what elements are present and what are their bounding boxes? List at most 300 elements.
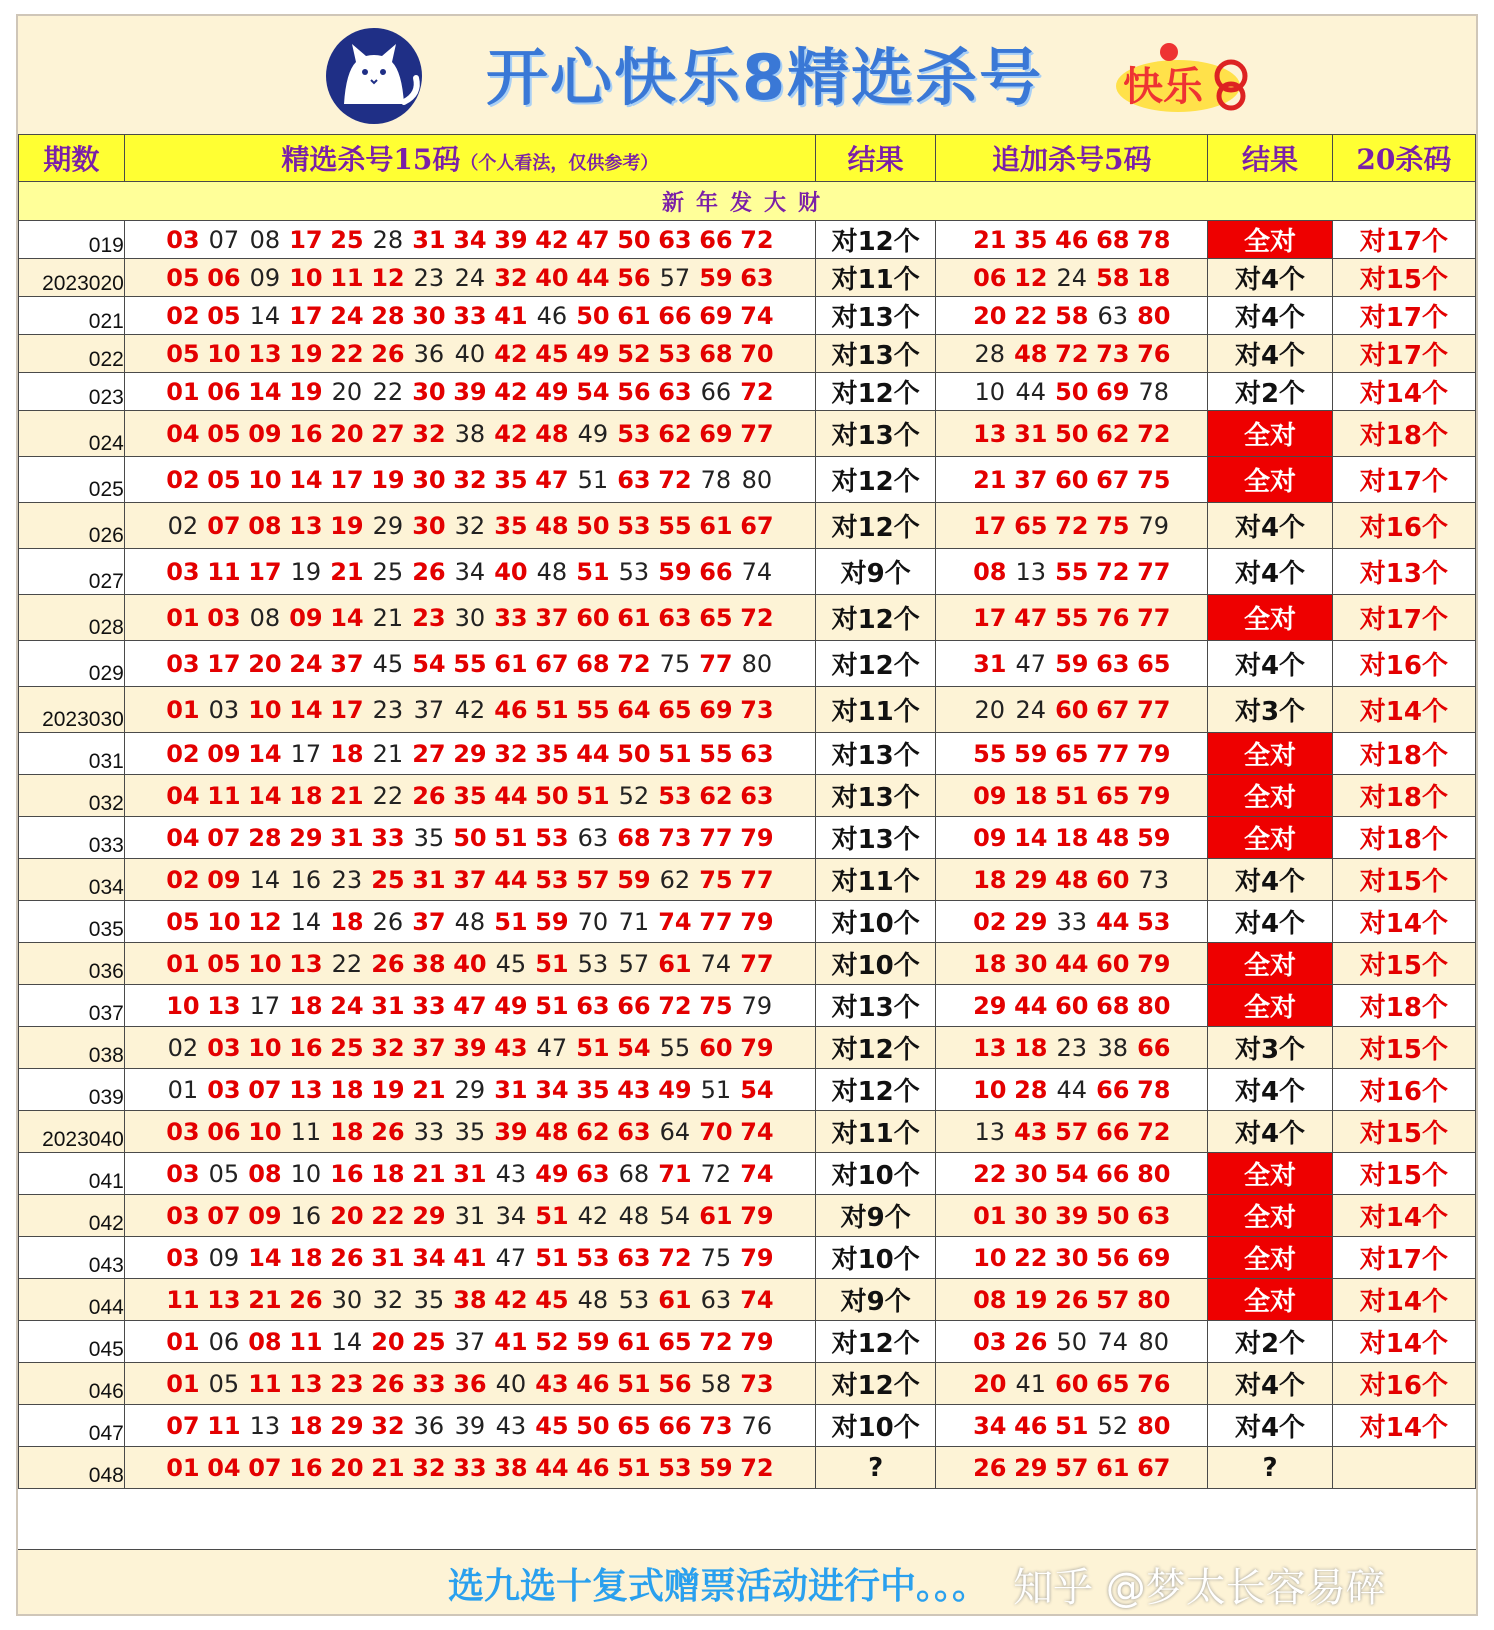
- extra-number: 43: [1014, 1117, 1048, 1146]
- pick-number: 01: [167, 1075, 199, 1104]
- pick-number: 27: [371, 419, 405, 448]
- period-cell: 042: [19, 1195, 125, 1237]
- pick-number: 79: [740, 1327, 774, 1356]
- extra-cell: [936, 335, 1208, 373]
- col-header-result1: 结果: [815, 135, 935, 182]
- extra-number: 26: [1055, 1285, 1089, 1314]
- pick-number: 47: [453, 991, 487, 1020]
- cat-logo-icon: [316, 24, 434, 124]
- result2-cell: 对4个: [1208, 297, 1333, 335]
- picks-cell: [124, 1153, 815, 1195]
- extra-cell: [936, 775, 1208, 817]
- pick-number: 44: [494, 865, 528, 894]
- result2-cell: 全对: [1208, 411, 1333, 457]
- banner: [18, 16, 1476, 134]
- pick-number: 36: [413, 1411, 445, 1440]
- extra-number: 57: [1055, 1117, 1089, 1146]
- pick-number: 30: [412, 301, 446, 330]
- pick-number: 63: [658, 377, 692, 406]
- pick-number: 31: [454, 1201, 486, 1230]
- table-row: [19, 1027, 1476, 1069]
- pick-number: 77: [740, 419, 774, 448]
- pick-number: 53: [658, 339, 692, 368]
- pick-number: 02: [166, 739, 200, 768]
- extra-cell: [936, 1111, 1208, 1153]
- pick-number: 03: [207, 1033, 241, 1062]
- extra-number: 28: [974, 339, 1006, 368]
- pick-number: 79: [740, 907, 774, 936]
- pick-number: 40: [454, 339, 486, 368]
- pick-number: 21: [372, 603, 404, 632]
- pick-number: 17: [248, 557, 282, 586]
- pick-number: 31: [412, 225, 446, 254]
- picks-cell: [124, 373, 815, 411]
- pick-number: 63: [576, 991, 610, 1020]
- extra-number: 47: [1014, 603, 1048, 632]
- pick-number: 29: [289, 823, 323, 852]
- period-cell: 021: [19, 297, 125, 335]
- result2-cell: 对4个: [1208, 335, 1333, 373]
- period-cell: 035: [19, 901, 125, 943]
- pick-number: 04: [166, 781, 200, 810]
- pick-number: 34: [412, 1243, 446, 1272]
- pick-number: 52: [618, 781, 650, 810]
- extra-number: 72: [1137, 419, 1171, 448]
- extra-number: 14: [1014, 823, 1048, 852]
- pick-number: 66: [617, 991, 651, 1020]
- picks-cell: [124, 335, 815, 373]
- period-cell: 034: [19, 859, 125, 901]
- pick-number: 68: [617, 823, 651, 852]
- extra-number: 13: [973, 1033, 1007, 1062]
- pick-number: 08: [249, 225, 281, 254]
- pick-number: 77: [699, 823, 733, 852]
- pick-number: 79: [740, 823, 774, 852]
- extra-number: 13: [974, 1117, 1006, 1146]
- extra-number: 06: [973, 263, 1007, 292]
- extra-cell: [936, 1195, 1208, 1237]
- picks-cell: [124, 297, 815, 335]
- extra-number: 63: [1137, 1201, 1171, 1230]
- pick-number: 13: [289, 1369, 323, 1398]
- pick-number: 18: [330, 1117, 364, 1146]
- extra-number: 18: [973, 949, 1007, 978]
- period-cell: 022: [19, 335, 125, 373]
- pick-number: 51: [535, 991, 569, 1020]
- result2-cell: 全对: [1208, 595, 1333, 641]
- pick-number: 14: [248, 739, 282, 768]
- pick-number: 10: [248, 949, 282, 978]
- pick-number: 19: [371, 1075, 405, 1104]
- pick-number: 46: [536, 301, 568, 330]
- pick-number: 53: [618, 1285, 650, 1314]
- extra-cell: [936, 457, 1208, 503]
- pick-number: 01: [166, 1453, 200, 1482]
- kill20-cell: 对16个: [1332, 1363, 1475, 1405]
- pick-number: 19: [290, 557, 322, 586]
- pick-number: 61: [699, 1201, 733, 1230]
- extra-number: 58: [1055, 301, 1089, 330]
- extra-number: 66: [1096, 1075, 1130, 1104]
- pick-number: 11: [248, 1369, 282, 1398]
- extra-cell: [936, 503, 1208, 549]
- extra-number: 24: [1015, 695, 1047, 724]
- extra-number: 44: [1055, 949, 1089, 978]
- pick-number: 03: [166, 557, 200, 586]
- pick-number: 07: [248, 1453, 282, 1482]
- pick-number: 16: [290, 1201, 322, 1230]
- extra-number: 44: [1096, 907, 1130, 936]
- pick-number: 72: [658, 465, 692, 494]
- pick-number: 20: [330, 419, 364, 448]
- pick-number: 14: [289, 695, 323, 724]
- pick-number: 68: [618, 1159, 650, 1188]
- extra-number: 62: [1096, 419, 1130, 448]
- pick-number: 03: [166, 1201, 200, 1230]
- extra-number: 48: [1055, 865, 1089, 894]
- pick-number: 79: [740, 1033, 774, 1062]
- pick-number: 21: [372, 739, 404, 768]
- pick-number: 10: [248, 465, 282, 494]
- pick-number: 23: [412, 603, 446, 632]
- pick-number: 49: [576, 339, 610, 368]
- result1-cell: 对12个: [815, 1027, 935, 1069]
- extra-number: 79: [1137, 781, 1171, 810]
- picks-cell: [124, 457, 815, 503]
- pick-number: 63: [700, 1285, 732, 1314]
- extra-cell: [936, 595, 1208, 641]
- pick-number: 29: [372, 511, 404, 540]
- picks-cell: [124, 595, 815, 641]
- extra-number: 77: [1137, 557, 1171, 586]
- extra-number: 20: [974, 695, 1006, 724]
- extra-number: 77: [1137, 603, 1171, 632]
- result2-cell: 对4个: [1208, 1363, 1333, 1405]
- pick-number: 71: [658, 1159, 692, 1188]
- period-cell: 019: [19, 221, 125, 259]
- pick-number: 13: [249, 1411, 281, 1440]
- pick-number: 48: [618, 1201, 650, 1230]
- period-cell: 2023020: [19, 259, 125, 297]
- pick-number: 08: [248, 1159, 282, 1188]
- new-year-banner-row: 新年发大财: [19, 182, 1476, 221]
- result2-cell: ?: [1208, 1447, 1333, 1489]
- extra-number: 29: [1014, 1453, 1048, 1482]
- pick-number: 17: [330, 695, 364, 724]
- pick-number: 03: [166, 1159, 200, 1188]
- pick-number: 13: [207, 991, 241, 1020]
- pick-number: 53: [535, 865, 569, 894]
- pick-number: 44: [535, 1453, 569, 1482]
- pick-number: 23: [331, 865, 363, 894]
- pick-number: 07: [166, 1411, 200, 1440]
- picks-cell: [124, 775, 815, 817]
- kill20-cell: 对17个: [1332, 335, 1475, 373]
- col-header-result2: 结果: [1208, 135, 1333, 182]
- result2-cell: 对3个: [1208, 1027, 1333, 1069]
- extra-number: 80: [1137, 1285, 1171, 1314]
- pick-number: 05: [166, 263, 200, 292]
- extra-cell: [936, 641, 1208, 687]
- pick-number: 09: [248, 419, 282, 448]
- pick-number: 03: [166, 225, 200, 254]
- kill20-cell: 对15个: [1332, 1153, 1475, 1195]
- pick-number: 63: [658, 603, 692, 632]
- pick-number: 40: [535, 263, 569, 292]
- pick-number: 43: [495, 1411, 527, 1440]
- extra-number: 75: [1137, 465, 1171, 494]
- pick-number: 62: [658, 419, 692, 448]
- extra-number: 59: [1137, 823, 1171, 852]
- pick-number: 16: [289, 1033, 323, 1062]
- extra-cell: [936, 901, 1208, 943]
- pick-number: 29: [454, 1075, 486, 1104]
- kill20-cell: 对17个: [1332, 1237, 1475, 1279]
- pick-number: 33: [371, 823, 405, 852]
- pick-number: 14: [249, 301, 281, 330]
- pick-number: 20: [371, 1327, 405, 1356]
- pick-number: 05: [208, 1159, 240, 1188]
- kill20-cell: 对15个: [1332, 1111, 1475, 1153]
- pick-number: 18: [330, 1075, 364, 1104]
- pick-number: 49: [535, 377, 569, 406]
- picks-cell: [124, 411, 815, 457]
- result1-cell: 对12个: [815, 1069, 935, 1111]
- pick-number: 36: [453, 1369, 487, 1398]
- pick-number: 21: [330, 781, 364, 810]
- pick-number: 64: [617, 695, 651, 724]
- extra-cell: [936, 1321, 1208, 1363]
- pick-number: 34: [454, 557, 486, 586]
- pick-number: 33: [413, 1117, 445, 1146]
- pick-number: 21: [330, 557, 364, 586]
- pick-number: 75: [659, 649, 691, 678]
- pick-number: 26: [371, 1369, 405, 1398]
- kill20-cell: 对16个: [1332, 503, 1475, 549]
- picks-cell: [124, 549, 815, 595]
- picks-cell: [124, 1321, 815, 1363]
- pick-number: 54: [740, 1075, 774, 1104]
- kill20-cell: 对14个: [1332, 1321, 1475, 1363]
- table-row: [19, 687, 1476, 733]
- pick-number: 73: [740, 695, 774, 724]
- pick-number: 06: [207, 377, 241, 406]
- pick-number: 05: [166, 907, 200, 936]
- result2-cell: 全对: [1208, 943, 1333, 985]
- extra-number: 47: [1015, 649, 1047, 678]
- pick-number: 07: [207, 1201, 241, 1230]
- table-row: [19, 817, 1476, 859]
- pick-number: 60: [699, 1033, 733, 1062]
- pick-number: 44: [576, 739, 610, 768]
- pick-number: 74: [740, 1285, 774, 1314]
- period-cell: 024: [19, 411, 125, 457]
- pick-number: 50: [576, 301, 610, 330]
- pick-number: 25: [372, 557, 404, 586]
- pick-number: 14: [248, 781, 282, 810]
- result1-cell: 对11个: [815, 259, 935, 297]
- result2-cell: 对4个: [1208, 503, 1333, 549]
- result1-cell: 对10个: [815, 1153, 935, 1195]
- pick-number: 51: [576, 557, 610, 586]
- pick-number: 09: [207, 739, 241, 768]
- pick-number: 67: [740, 511, 774, 540]
- extra-number: 56: [1096, 1243, 1130, 1272]
- pick-number: 44: [576, 263, 610, 292]
- pick-number: 19: [289, 377, 323, 406]
- pick-number: 53: [617, 511, 651, 540]
- period-cell: 048: [19, 1447, 125, 1489]
- pick-number: 53: [618, 557, 650, 586]
- pick-number: 29: [453, 739, 487, 768]
- pick-number: 50: [453, 823, 487, 852]
- table-row: [19, 1321, 1476, 1363]
- col-header-picks-label: 精选杀号15码: [281, 143, 461, 176]
- result1-cell: 对12个: [815, 457, 935, 503]
- pick-number: 11: [290, 1117, 322, 1146]
- extra-number: 78: [1137, 1075, 1171, 1104]
- pick-number: 50: [576, 1411, 610, 1440]
- pick-number: 51: [700, 1075, 732, 1104]
- pick-number: 11: [330, 263, 364, 292]
- pick-number: 37: [413, 695, 445, 724]
- pick-number: 48: [535, 419, 569, 448]
- pick-number: 10: [248, 695, 282, 724]
- pick-number: 51: [617, 1453, 651, 1482]
- pick-number: 70: [740, 339, 774, 368]
- kill20-cell: 对18个: [1332, 775, 1475, 817]
- picks-cell: [124, 1363, 815, 1405]
- pick-number: 71: [618, 907, 650, 936]
- watermark: 知乎 @梦太长容易碎: [1013, 1565, 1386, 1611]
- pick-number: 66: [699, 225, 733, 254]
- table-row: [19, 503, 1476, 549]
- extra-number: 80: [1137, 1411, 1171, 1440]
- pick-number: 14: [248, 1243, 282, 1272]
- pick-number: 14: [331, 1327, 363, 1356]
- pick-number: 21: [412, 1075, 446, 1104]
- pick-number: 45: [495, 949, 527, 978]
- pick-number: 10: [289, 263, 323, 292]
- picks-cell: [124, 901, 815, 943]
- kill20-cell: 对14个: [1332, 687, 1475, 733]
- extra-number: 08: [973, 557, 1007, 586]
- pick-number: 55: [453, 649, 487, 678]
- pick-number: 47: [536, 1033, 568, 1062]
- extra-number: 28: [1014, 1075, 1048, 1104]
- table-row: [19, 641, 1476, 687]
- picks-cell: [124, 1237, 815, 1279]
- pick-number: 55: [658, 511, 692, 540]
- kill20-cell: 对15个: [1332, 259, 1475, 297]
- pick-number: 03: [166, 1117, 200, 1146]
- pick-number: 21: [248, 1285, 282, 1314]
- result1-cell: 对12个: [815, 595, 935, 641]
- extra-number: 03: [973, 1327, 1007, 1356]
- pick-number: 05: [207, 419, 241, 448]
- pick-number: 59: [699, 263, 733, 292]
- pick-number: 17: [207, 649, 241, 678]
- pick-number: 48: [535, 511, 569, 540]
- extra-number: 68: [1096, 225, 1130, 254]
- pick-number: 24: [454, 263, 486, 292]
- col-header-picks-note: （个人看法，仅供参考）: [460, 153, 659, 174]
- kill20-cell: 对14个: [1332, 373, 1475, 411]
- pick-number: 61: [617, 1327, 651, 1356]
- pick-number: 65: [658, 1327, 692, 1356]
- pick-number: 03: [166, 1243, 200, 1272]
- kill20-cell: 对18个: [1332, 733, 1475, 775]
- extra-number: 80: [1137, 991, 1171, 1020]
- period-cell: 045: [19, 1321, 125, 1363]
- extra-number: 13: [973, 419, 1007, 448]
- pick-number: 34: [495, 1201, 527, 1230]
- pick-number: 63: [740, 263, 774, 292]
- extra-number: 30: [1014, 1201, 1048, 1230]
- pick-number: 26: [330, 1243, 364, 1272]
- table-row: [19, 411, 1476, 457]
- pick-number: 35: [494, 511, 528, 540]
- extra-number: 65: [1096, 1369, 1130, 1398]
- pick-number: 17: [289, 301, 323, 330]
- pick-number: 53: [658, 781, 692, 810]
- pick-number: 13: [207, 1285, 241, 1314]
- pick-number: 10: [207, 339, 241, 368]
- extra-number: 72: [1096, 557, 1130, 586]
- col-header-period: 期数: [19, 135, 125, 182]
- pick-number: 22: [372, 781, 404, 810]
- extra-number: 79: [1137, 739, 1171, 768]
- pick-number: 42: [494, 419, 528, 448]
- pick-number: 18: [289, 1411, 323, 1440]
- result1-cell: 对10个: [815, 1405, 935, 1447]
- result1-cell: 对13个: [815, 297, 935, 335]
- extra-number: 19: [1014, 1285, 1048, 1314]
- pick-number: 50: [617, 739, 651, 768]
- pick-number: 80: [741, 465, 773, 494]
- pick-number: 37: [412, 1033, 446, 1062]
- pick-number: 51: [617, 1369, 651, 1398]
- pick-number: 75: [700, 1243, 732, 1272]
- pick-number: 32: [412, 419, 446, 448]
- pick-number: 43: [617, 1075, 651, 1104]
- extra-cell: [936, 1279, 1208, 1321]
- extra-number: 76: [1096, 603, 1130, 632]
- pick-number: 35: [535, 739, 569, 768]
- pick-number: 01: [166, 1369, 200, 1398]
- result1-cell: 对12个: [815, 503, 935, 549]
- pick-number: 26: [371, 339, 405, 368]
- pick-number: 17: [290, 739, 322, 768]
- extra-number: 12: [1014, 263, 1048, 292]
- extra-cell: [936, 221, 1208, 259]
- extra-number: 20: [973, 301, 1007, 330]
- extra-number: 17: [973, 511, 1007, 540]
- extra-number: 66: [1137, 1033, 1171, 1062]
- pick-number: 20: [330, 1201, 364, 1230]
- kill20-cell: 对17个: [1332, 297, 1475, 335]
- table-row: [19, 943, 1476, 985]
- pick-number: 13: [289, 511, 323, 540]
- pick-number: 26: [371, 1117, 405, 1146]
- pick-number: 32: [453, 465, 487, 494]
- extra-number: 51: [1055, 781, 1089, 810]
- period-cell: 026: [19, 503, 125, 549]
- footer: [18, 1549, 1476, 1614]
- result2-cell: 全对: [1208, 457, 1333, 503]
- pick-number: 48: [577, 1285, 609, 1314]
- pick-number: 48: [454, 907, 486, 936]
